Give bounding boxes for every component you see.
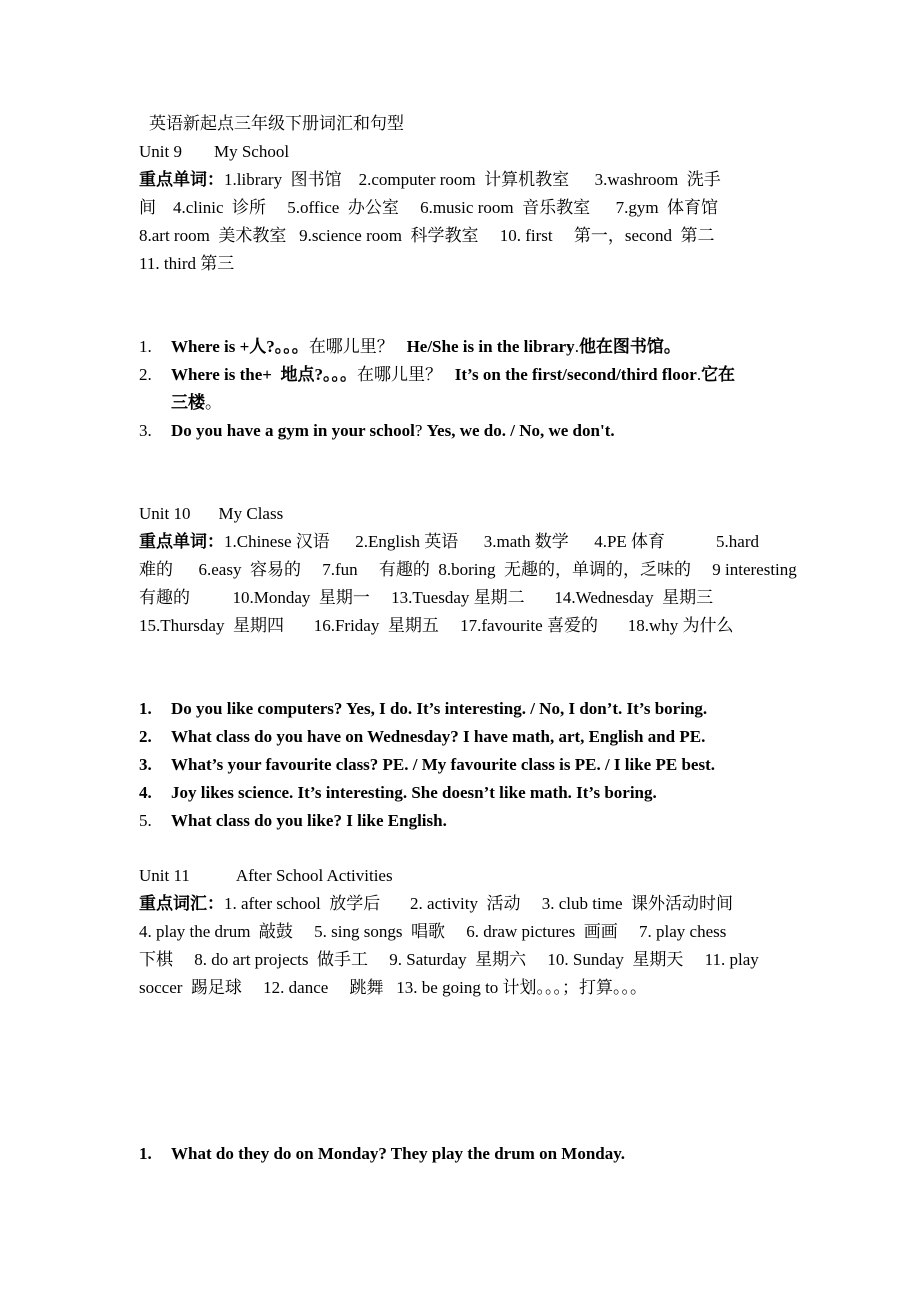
unit-10-vocab-line-4: 15.Thursday 星期四 16.Friday 星期五 17.favourite 喜爱的 18.why 为什么 [139, 616, 734, 635]
unit-9-sentence-1-number: 1. [139, 337, 152, 356]
unit-9-vocab-line-2: 间 4.clinic 诊所 5.office 办公室 6.music room 音乐教室 7.gym 体育馆 [139, 198, 719, 217]
unit-9-heading [139, 140, 289, 164]
unit-10-sentence-1: Do you like computers? Yes, I do. It’s interesting. / No, I don’t. It’s boring. [171, 699, 708, 718]
unit-9-vocab-line-4: 11. third 第三 [139, 254, 235, 273]
unit-11-vocab-line-2: 4. play the drum 敲鼓 5. sing songs 唱歌 6. draw pictures 画画 7. play chess [139, 922, 727, 941]
unit-9-vocab-line-1: 重点单词：1.library 图书馆 2.computer room 计算机教室 3.washroom 洗手 [139, 170, 721, 189]
unit-9-number: Unit 9 [139, 142, 182, 161]
unit-10-vocab-line-3: 有趣的 10.Monday 星期一 13.Tuesday 星期二 14.Wednesday 星期三 [139, 588, 714, 607]
unit-9-vocab-label: 重点单词： [139, 170, 224, 189]
unit-10-sentence-2: What class do you have on Wednesday? I have math, art, English and PE. [171, 727, 706, 746]
unit-10-vocab-label: 重点单词： [139, 532, 224, 551]
unit-11-vocab-line-3: 下棋 8. do art projects 做手工 9. Saturday 星期六 10. Sunday 星期天 11. play [139, 950, 759, 969]
unit-9-sentence-2-continued: 三楼。 [171, 393, 222, 412]
unit-11-sentence-1: What do they do on Monday? They play the drum on Monday. [171, 1144, 626, 1163]
unit-10-sentence-5: What class do you like? I like English. [171, 811, 447, 830]
unit-10-sentence-4-number: 4. [139, 783, 152, 802]
unit-10-number: Unit 10 [139, 504, 191, 523]
unit-11-name: After School Activities [235, 866, 393, 885]
unit-10-vocab-line-2: 难的 6.easy 容易的 7.fun 有趣的 8.boring 无趣的，单调的，乏味的 9 interesting [139, 560, 797, 579]
unit-11-vocab-line-4: soccer 踢足球 12. dance 跳舞 13. be going to 计划。。。；打算。。。 [139, 978, 648, 997]
unit-9-name: My School [213, 142, 290, 161]
unit-10-vocab-line-1: 重点单词：1.Chinese 汉语 2.English 英语 3.math 数学 4.PE 体育 5.hard [139, 532, 760, 551]
unit-10-sentence-2-number: 2. [139, 727, 152, 746]
unit-10-sentence-5-number: 5. [139, 811, 152, 830]
unit-9-sentence-2: Where is the+ 地点?。。。在哪儿里？ It’s on the first/second/third floor.它在 [171, 365, 736, 384]
unit-10-name: My Class [218, 504, 284, 523]
unit-9-sentence-3: Do you have a gym in your school? Yes, we do. / No, we don't. [171, 421, 615, 440]
unit-9-sentence-2-number: 2. [139, 365, 152, 384]
unit-10-sentence-3: What’s your favourite class? PE. / My favourite class is PE. / I like PE best. [171, 755, 715, 774]
unit-9-vocab-line-3: 8.art room 美术教室 9.science room 科学教室 10. first 第一，second 第二 [139, 226, 715, 245]
unit-10-sentence-4: Joy likes science. It’s interesting. She doesn’t like math. It’s boring. [171, 783, 657, 802]
unit-9-sentence-3-number: 3. [139, 421, 152, 440]
unit-11-vocab-line-1: 重点词汇：1. after school 放学后 2. activity 活动 3. club time 课外活动时间 [139, 894, 733, 913]
unit-11-heading [139, 864, 393, 888]
unit-10-sentence-1-number: 1. [139, 699, 152, 718]
unit-11-sentence-1-number: 1. [139, 1144, 152, 1163]
doc-title: 英语新起点三年级下册词汇和句型 [149, 114, 404, 133]
unit-9-sentence-1: Where is +人?。。。在哪儿里？ He/She is in the library.他在图书馆。 [171, 337, 681, 356]
unit-11-number: Unit 11 [139, 866, 190, 885]
unit-11-vocab-label: 重点词汇： [139, 894, 224, 913]
unit-10-sentence-3-number: 3. [139, 755, 152, 774]
unit-10-heading [139, 502, 283, 526]
